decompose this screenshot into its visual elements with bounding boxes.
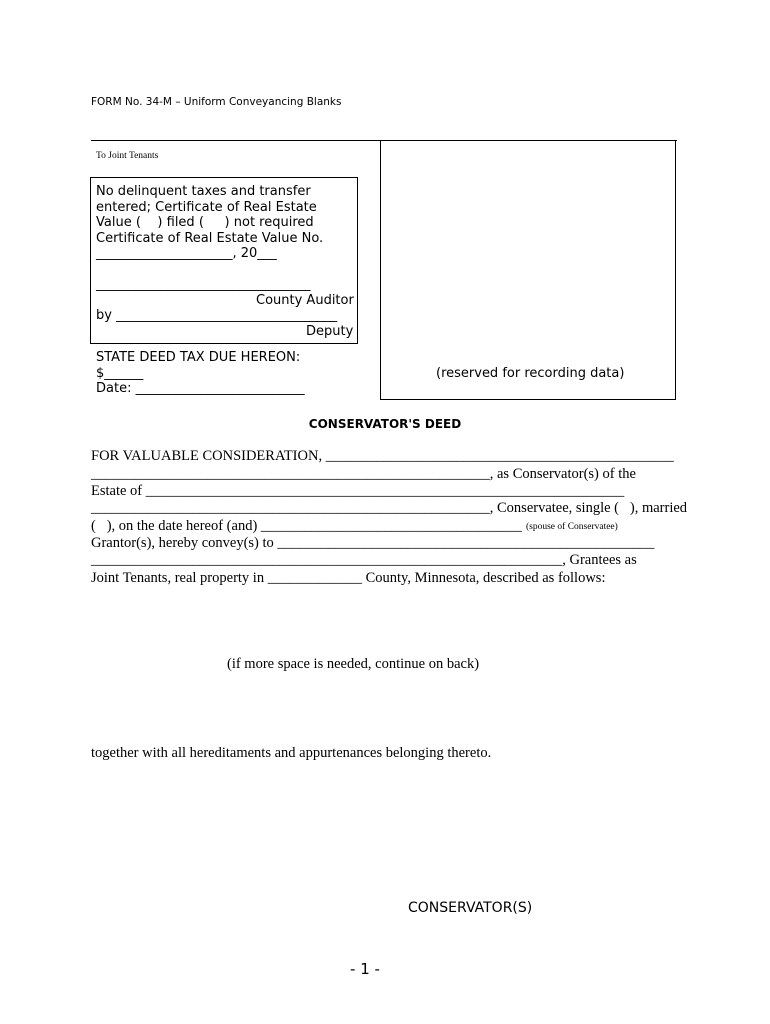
deed-line-2: _______________________________________________________, as Conservator(s) of the <box>91 466 636 482</box>
hereditaments-line: together with all hereditaments and appurtenances belonging thereto. <box>91 745 492 761</box>
deed-title: CONSERVATOR'S DEED <box>308 417 462 431</box>
conservator-signature-label: CONSERVATOR(S) <box>408 900 533 916</box>
deputy-label: Deputy <box>306 324 354 339</box>
tax-box-line-5: _____________________, 20___ <box>96 246 277 261</box>
county-auditor-label: County Auditor <box>256 293 354 308</box>
deed-line-4: _______________________________________________________, Conservatee, single ( ), married <box>91 500 688 516</box>
tax-box-line-2: entered; Certificate of Real Estate <box>96 200 317 215</box>
tax-box-line-3: Value ( ) filed ( ) not required <box>96 215 314 230</box>
state-deed-tax-date: Date: __________________________ <box>96 381 305 396</box>
spouse-note: (spouse of Conservatee) <box>526 522 618 532</box>
deed-line-1: FOR VALUABLE CONSIDERATION, ________________________________________________ <box>91 448 674 464</box>
recording-data-label: (reserved for recording data) <box>436 366 625 381</box>
auditor-signature-line: _________________________________ <box>96 277 311 292</box>
form-subtitle: To Joint Tenants <box>96 151 159 161</box>
deed-line-8: Joint Tenants, real property in _____________ County, Minnesota, described as follows: <box>91 570 606 586</box>
form-number: FORM No. 34-M – Uniform Conveyancing Blanks <box>91 96 342 108</box>
tax-box-line-4: Certificate of Real Estate Value No. <box>96 231 324 246</box>
deed-line-3: Estate of __________________________________________________________________ <box>91 483 625 499</box>
deed-line-7: _________________________________________________________________, Grantees as <box>91 552 637 568</box>
state-deed-tax-amount: $______ <box>96 366 144 381</box>
continue-on-back-note: (if more space is needed, continue on back) <box>227 656 480 672</box>
page-number: - 1 - <box>350 960 380 978</box>
deputy-signature-line: by __________________________________ <box>96 308 338 323</box>
state-deed-tax-heading: STATE DEED TAX DUE HEREON: <box>96 350 301 365</box>
deed-line-5: ( ), on the date hereof (and) ____________________________________ <box>91 518 522 534</box>
recording-data-box <box>380 140 676 400</box>
tax-box-line-1: No delinquent taxes and transfer <box>96 184 311 199</box>
deed-line-6: Grantor(s), hereby convey(s) to ____________________________________________________ <box>91 535 655 551</box>
